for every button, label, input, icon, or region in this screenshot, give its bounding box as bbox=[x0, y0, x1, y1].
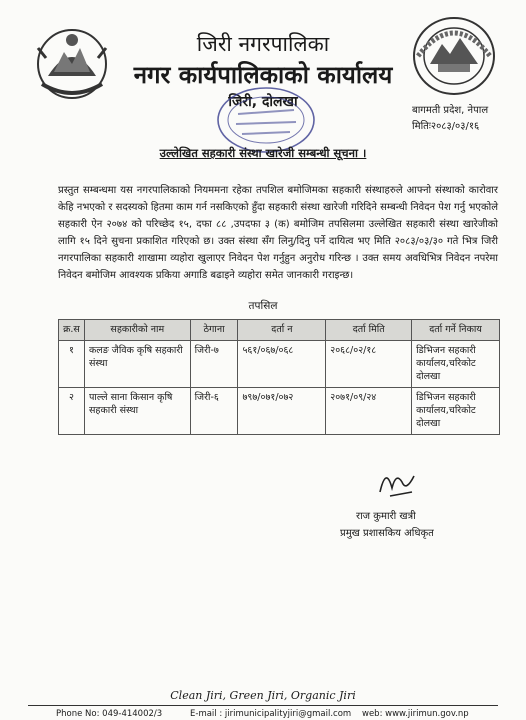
col-header-reg-no: दर्ता न bbox=[238, 320, 326, 341]
cell-reg-date: २०७१/०९/२४ bbox=[326, 388, 412, 435]
cell-reg-no: ७९७/०७१/०७२ bbox=[238, 388, 326, 435]
footer-divider bbox=[28, 705, 498, 706]
table-row bbox=[59, 341, 500, 388]
signature bbox=[372, 462, 422, 504]
footer-phone: Phone No: 049-414002/3 bbox=[56, 709, 163, 719]
cell-address: जिरी-६ bbox=[190, 388, 238, 435]
footer-web: web: www.jirimun.gov.np bbox=[362, 709, 469, 719]
cooperative-table bbox=[58, 319, 500, 435]
cell-name: पाल्ले साना किसान कृषि सहकारी संस्था bbox=[84, 388, 190, 435]
table-caption: तपसिल bbox=[248, 300, 278, 312]
notice-subject: उल्लेखित सहकारी संस्था खारेजी सम्बन्धी सूचना । bbox=[159, 146, 367, 160]
municipality-seal-logo bbox=[408, 14, 500, 98]
cell-reg-no: ५६१/०६७/०६८ bbox=[238, 341, 326, 388]
footer-email: E-mail : jirimunicipalityjiri@gmail.com bbox=[190, 709, 352, 719]
col-header-address: ठेगाना bbox=[190, 320, 238, 341]
col-header-serial: क्र.स bbox=[59, 320, 85, 341]
cell-serial: २ bbox=[59, 388, 85, 435]
signatory-name: राज कुमारी खत्री bbox=[356, 511, 416, 522]
cell-reg-office: डिभिजन सहकारी कार्यालय,चरिकोट दोलखा bbox=[412, 341, 500, 388]
cell-reg-office: डिभिजन सहकारी कार्यालय,चरिकोट दोलखा bbox=[412, 388, 500, 435]
cell-serial: १ bbox=[59, 341, 85, 388]
issue-date: मितिः२०८३/०३/१६ bbox=[412, 121, 480, 132]
col-header-reg-date: दर्ता मिति bbox=[326, 320, 412, 341]
table-row bbox=[59, 388, 500, 435]
cell-reg-date: २०६८/०२/१८ bbox=[326, 341, 412, 388]
cell-address: जिरी-७ bbox=[190, 341, 238, 388]
province-text: बागमती प्रदेश, नेपाल bbox=[412, 105, 489, 116]
signatory-title: प्रमुख प्रशासकिय अधिकृत bbox=[340, 528, 434, 539]
col-header-name: सहकारीको नाम bbox=[84, 320, 190, 341]
cell-name: कलङ जैविक कृषि सहकारी संस्था bbox=[84, 341, 190, 388]
table-header-row bbox=[59, 320, 500, 341]
col-header-reg-office: दर्ता गर्ने निकाय bbox=[412, 320, 500, 341]
municipality-name: जिरी नगरपालिका bbox=[196, 32, 330, 56]
footer-slogan: Clean Jiri, Green Jiri, Organic Jiri bbox=[170, 689, 356, 702]
notice-body: प्रस्तुत सम्बन्धमा यस नगरपालिकाको नियममना रहेका तपशिल बमोजिमका सहकारी संस्थाहरुले आफ्नो संस्थाको कारोवार केहि नभएको र सदस्यको हितमा काम गर्न नसकिएको हुँदा सहकारी संस्था खारेजी गरिदिने सम्बन्धी निवेदन पेश गर्नु भएकोले सहकारी ऐन २०७४ को परिच्छेद १५, दफा ८८ ,उपदफा ३ (क) बमोजिम तपसिलमा उल्लेखित सहकारी संस्था खारेजीको लागि १५ दिने सुचना प्रकाशित गरिएको छ। उक्त संस्था सँग लिनु/दिनु पर्ने दायित्व भए मिति २०८३/०३/३० गते भित्र जिरी नगरपालिका सहकारी शाखामा व्यहोरा खुलाएर निवेदन पेश गर्नुहुन अनुरोध गरिन्छ । उक्त समय अवधिभित्र निवेदन नपरेमा निवेदन बमोजिम आवश्यक प्रकिया अगाडि बढाइने व्यहोरा समेत जानकारी गराइन्छ। bbox=[58, 185, 498, 281]
office-name: नगर कार्यपालिकाको कार्यालय bbox=[133, 60, 393, 89]
office-location: जिरी, दोलखा bbox=[228, 94, 298, 110]
